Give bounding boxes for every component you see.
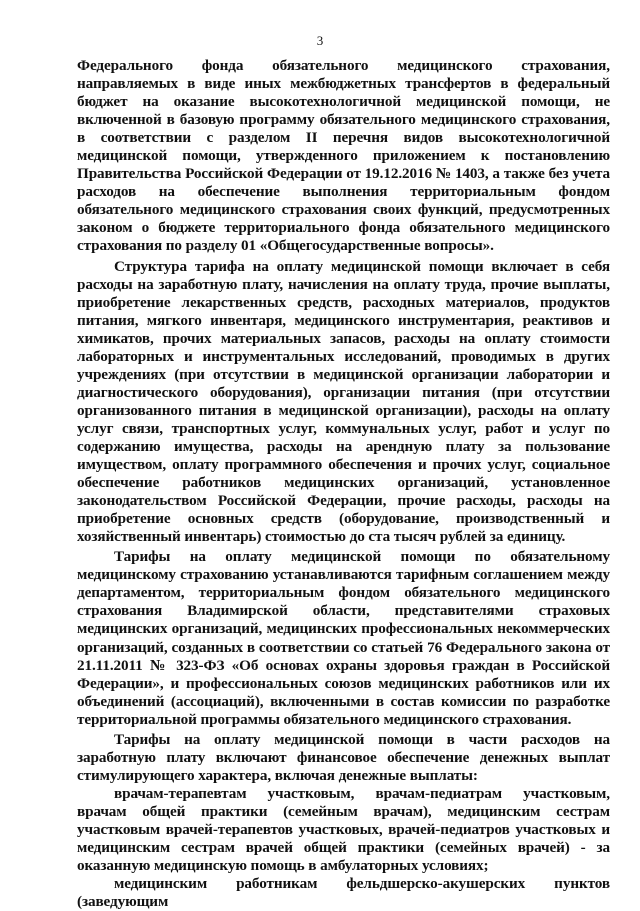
paragraph-tariff-agreement: Тарифы на оплату медицинской помощи по обязательному медицинскому страхованию устанавливаются тарифным соглашением между департаментом, территориальным фондом обязательного медицинского страхования Владимирской области, представителями страховых медицинских организаций, медицинских профессиональных некоммерческих организаций, созданных в соответствии со статьей 76 Федерального закона от 21.11.2011 № 323-ФЗ «Об основах охраны здоровья граждан в Российской Федерации», и профессиональных союзов медицинских работников или их объединений (ассоциаций), включенными в состав комиссии по разработке территориальной программы обязательного медицинского страхования. [77,548,610,728]
paragraph-salary-payments: Тарифы на оплату медицинской помощи в части расходов на заработную плату включают финансовое обеспечение денежных выплат стимулирующего характера, включая денежные выплаты: [77,730,610,784]
paragraph-tariff-structure: Структура тарифа на оплату медицинской помощи включает в себя расходы на заработную плату, начисления на оплату труда, прочие выплаты, приобретение лекарственных средств, расходных материалов, продуктов питания, мягкого инвентаря, медицинского инструментария, реактивов и химикатов, прочих материальных запасов, расходы на оплату стоимости лабораторных и инструментальных исследований, проводимых в других учреждениях (при отсутствии в медицинской организации лаборатории и диагностического оборудования), организации питания (при отсутствии организованного питания в медицинской организации), расходы на оплату услуг связи, транспортных услуг, коммунальных услуг, работ и услуг по содержанию имущества, расходы на арендную плату за пользование имуществом, оплату программного обеспечения и прочих услуг, социальное обеспечение работников медицинских организаций, установленное законодательством Российской Федерации, прочие расходы, расходы на приобретение основных средств (оборудование, производственный и хозяйственный инвентарь) стоимостью до ста тысяч рублей за единицу. [77,257,610,546]
paragraph-continuation: Федерального фонда обязательного медицинского страхования, направляемых в виде иных межбюджетных трансфертов в федеральный бюджет на оказание высокотехнологичной медицинской помощи, не включенной в базовую программу обязательного медицинского страхования, в соответствии с разделом II перечня видов высокотехнологичной медицинской помощи, утвержденного приложением к постановлению Правительства Российской Федерации от 19.12.2016 № 1403, а также без учета расходов на обеспечение выполнения территориальным фондом обязательного медицинского страхования своих функций, предусмотренных законом о бюджете территориального фонда обязательного медицинского страхования по разделу 01 «Общегосударственные вопросы». [77,57,610,255]
page-number: 3 [316,33,324,48]
paragraph-doctors-list: врачам-терапевтам участковым, врачам-педиатрам участковым, врачам общей практики (семейным врачам), медицинским сестрам участковым врачей-терапевтов участковых, врачей-педиатров участковых и медицинским сестрам врачей общей практики (семейных врачей) - за оказанную медицинскую помощь в амбулаторных условиях; [77,784,610,875]
document-body [77,57,610,911]
paragraph-feldsher-workers: медицинским работникам фельдшерско-акушерских пунктов (заведующим [77,875,610,911]
